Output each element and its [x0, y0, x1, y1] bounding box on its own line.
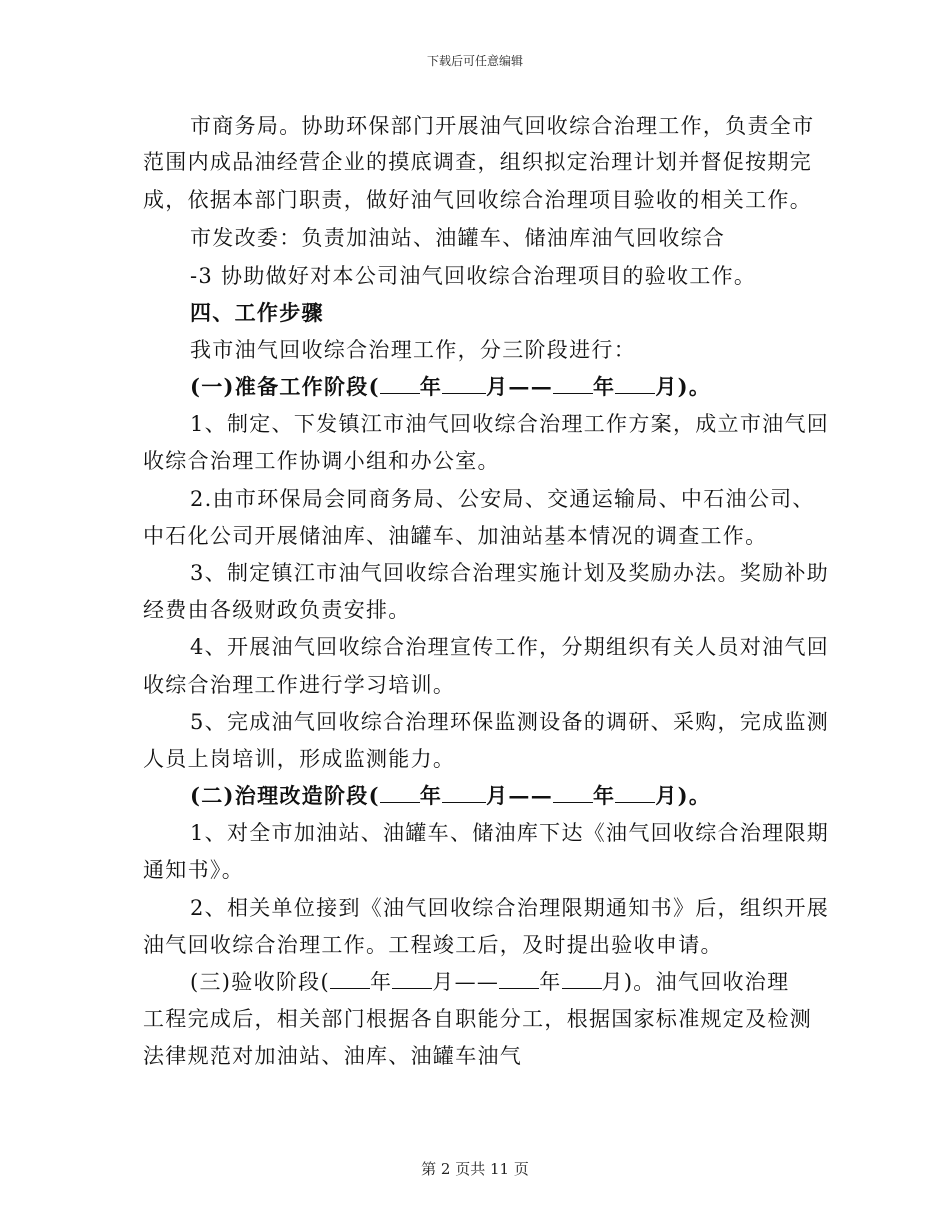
paragraph-line: 油气回收综合治理工作。工程竣工后，及时提出验收申请。 — [143, 933, 723, 957]
stage-year-label: 年 — [419, 783, 443, 808]
paragraph-line: 工程完成后，相关部门根据各自职能分工，根据国家标准规定及检测 — [143, 1007, 812, 1031]
blank-field — [380, 373, 420, 394]
paragraph-line: 法律规范对加油站、油库、油罐车油气 — [143, 1044, 523, 1068]
stage-prefix: (三)验收阶段( — [190, 970, 330, 994]
paragraph-line: 5、完成油气回收综合治理环保监测设备的调研、采购，完成监测 — [190, 710, 830, 734]
stage-year-label: 年 — [593, 783, 616, 808]
stage-month-label: 月)。 — [655, 783, 712, 808]
paragraph-line: 通知书》。 — [143, 858, 244, 882]
blank-field — [442, 782, 486, 803]
stage-prefix: (二)治理改造阶段( — [190, 783, 380, 808]
blank-field — [380, 782, 420, 803]
stage-year-label: 年 — [593, 374, 616, 399]
page-footer: 第 2 页共 11 页 — [421, 1160, 529, 1178]
paragraph-line: 1、对全市加油站、油罐车、储油库下达《油气回收综合治理限期 — [190, 821, 830, 845]
paragraph-line: 范围内成品油经营企业的摸底调查，组织拟定治理计划并督促按期完 — [143, 150, 812, 174]
paragraph-line: 3、制定镇江市油气回收综合治理实施计划及奖励办法。奖励补助 — [190, 561, 830, 585]
stage-heading-3 — [190, 968, 789, 996]
stage-heading-2 — [190, 782, 711, 810]
paragraph-line: 2.由市环保局会同商务局、公安局、交通运输局、中石油公司、 — [190, 487, 815, 511]
paragraph-line: 人员上岗培训，形成监测能力。 — [143, 747, 456, 771]
stage-month-label: 月—— — [486, 374, 554, 399]
stage-month-label: 月—— — [486, 783, 554, 808]
blank-field — [562, 968, 602, 989]
paragraph-line: 成，依据本部门职责，做好油气回收综合治理项目验收的相关工作。 — [143, 188, 812, 212]
paragraph-line: 收综合治理工作进行学习培训。 — [143, 673, 456, 697]
blank-field — [392, 968, 432, 989]
stage-year-label: 年 — [419, 374, 443, 399]
stage-month-label: 月)。 — [655, 374, 712, 399]
paragraph-line: -3 协助做好对本公司油气回收综合治理项目的验收工作。 — [190, 264, 757, 288]
stage-prefix: (一)准备工作阶段( — [190, 374, 380, 399]
paragraph-line: 2、相关单位接到《油气回收综合治理限期通知书》后，组织开展 — [190, 896, 830, 920]
blank-field — [442, 373, 486, 394]
blank-field — [615, 373, 655, 394]
paragraph-line: 市发改委：负责加油站、油罐车、储油库油气回收综合 — [190, 226, 726, 250]
paragraph-line: 经费由各级财政负责安排。 — [143, 598, 411, 622]
stage-heading-1 — [190, 373, 711, 401]
stage-year-label: 年 — [369, 970, 393, 994]
stage-month-label: 月)。油气回收治理 — [601, 970, 790, 994]
blank-field — [553, 782, 593, 803]
page-header: 下载后可任意编辑 — [426, 54, 523, 68]
paragraph-line: 市商务局。协助环保部门开展油气回收综合治理工作，负责全市 — [190, 114, 815, 138]
blank-field — [553, 373, 593, 394]
stage-year-label: 年 — [539, 970, 562, 994]
paragraph-line: 我市油气回收综合治理工作，分三阶段进行： — [190, 338, 636, 362]
paragraph-line: 1、制定、下发镇江市油气回收综合治理工作方案，成立市油气回 — [190, 412, 830, 436]
paragraph-line: 中石化公司开展储油库、油罐车、加油站基本情况的调查工作。 — [143, 524, 768, 548]
stage-month-label: 月—— — [432, 970, 500, 994]
section-heading: 四、工作步骤 — [190, 300, 324, 325]
blank-field — [330, 968, 370, 989]
blank-field — [499, 968, 539, 989]
paragraph-line: 4、开展油气回收综合治理宣传工作，分期组织有关人员对油气回 — [190, 635, 830, 659]
blank-field — [615, 782, 655, 803]
paragraph-line: 收综合治理工作协调小组和办公室。 — [143, 449, 500, 473]
